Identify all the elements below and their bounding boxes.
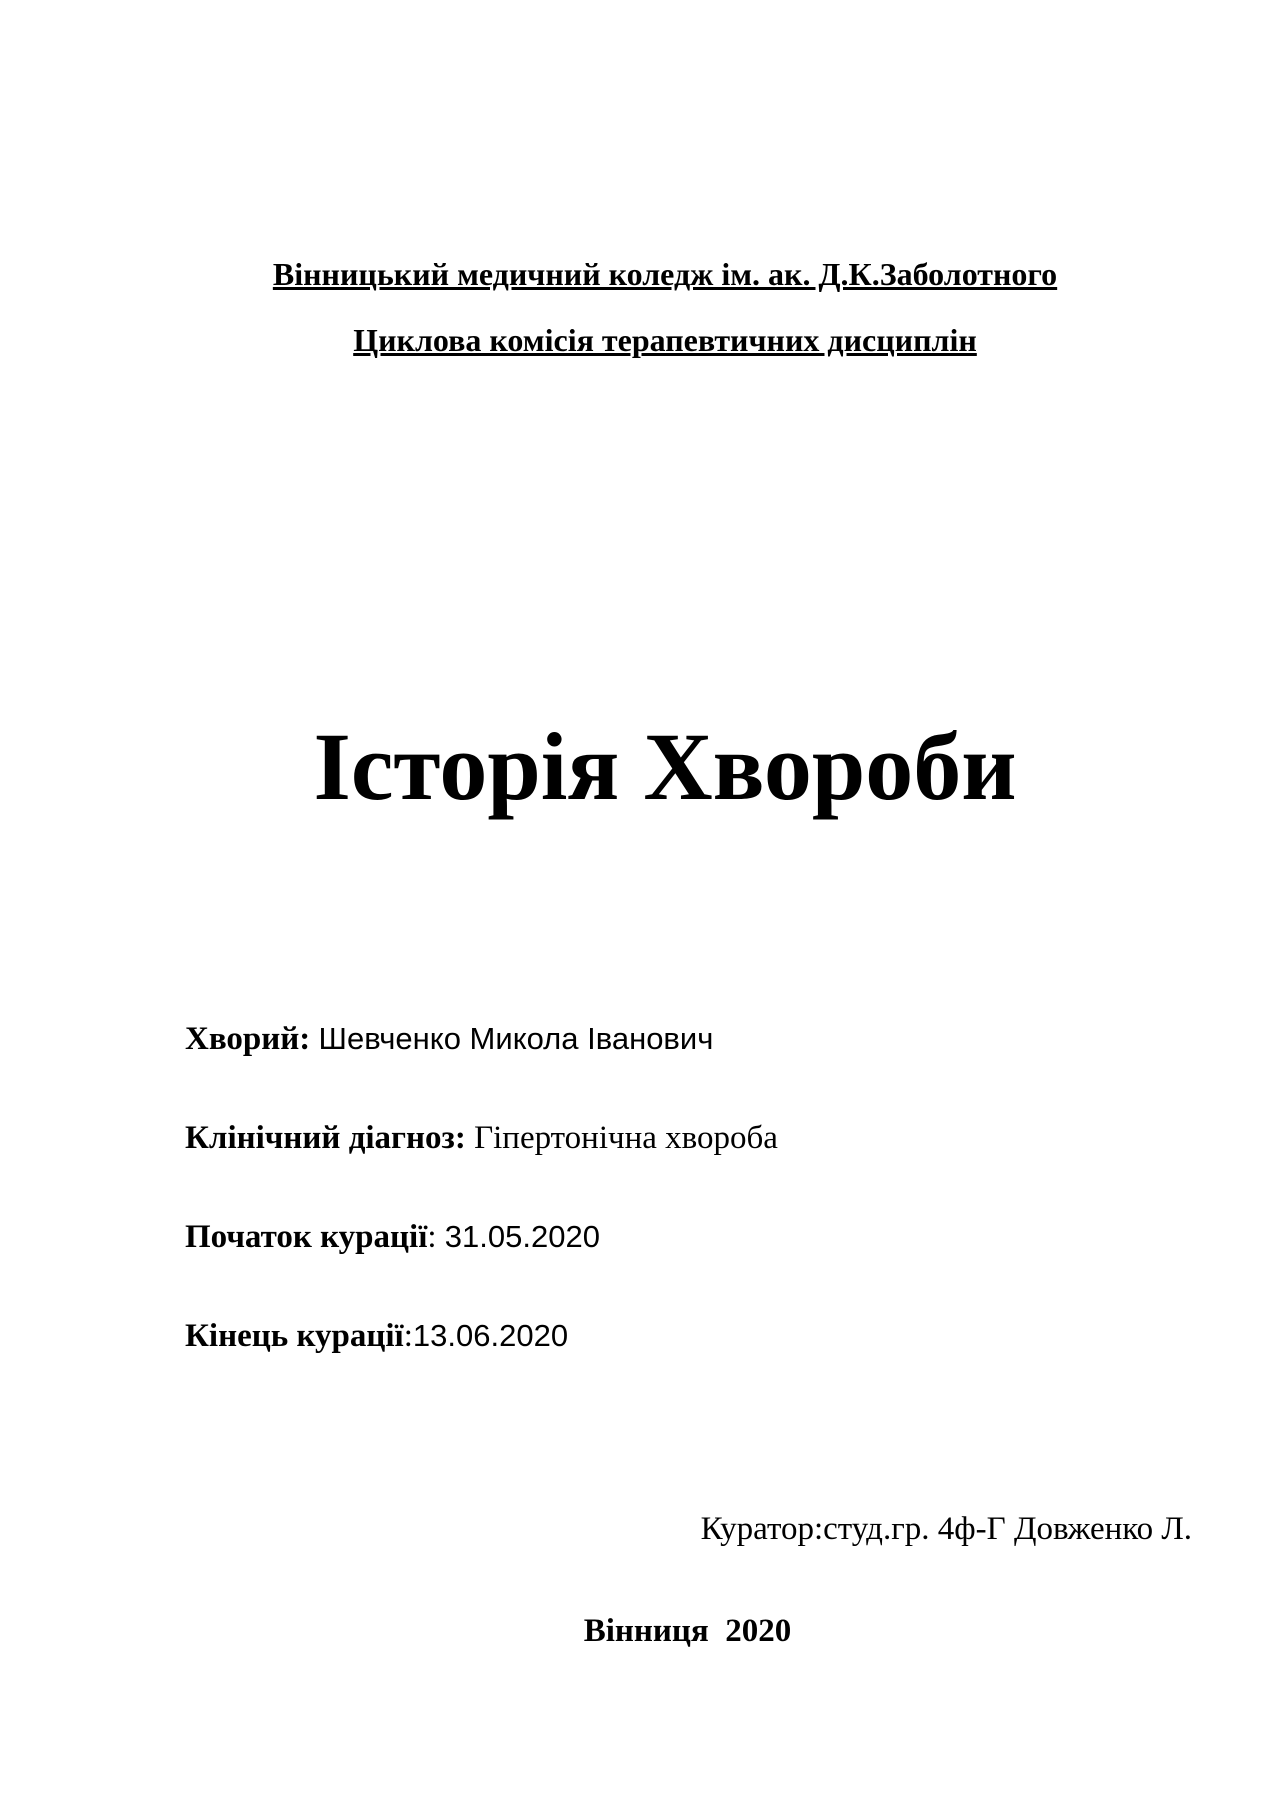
college-name: Вінницький медичний коледж ім. ак. Д.К.Заболотного xyxy=(272,256,1058,292)
curation-start-field xyxy=(185,1216,600,1258)
diagnosis-field xyxy=(185,1117,778,1159)
diagnosis-value: Гіпертонічна хвороба xyxy=(474,1120,778,1156)
curation-start-value: 31.05.2020 xyxy=(444,1219,600,1254)
curation-end-separator: : xyxy=(403,1318,413,1354)
curation-end-value: 13.06.2020 xyxy=(412,1318,569,1353)
footer-city-year: Вінниця 2020 xyxy=(583,1613,792,1649)
patient-field xyxy=(185,1018,713,1060)
curator-line: Куратор:студ.гр. 4ф-Г Довженко Л. xyxy=(700,1511,1192,1547)
commission-name: Циклова комісія терапевтичних дисциплін xyxy=(353,322,977,358)
patient-value: Шевченко Микола Іванович xyxy=(318,1021,714,1056)
curation-start-label: Початок курації xyxy=(185,1219,428,1255)
document-title: Історія Хвороби xyxy=(313,713,1017,820)
diagnosis-label: Клінічний діагноз: xyxy=(185,1120,466,1156)
patient-label: Хворий: xyxy=(185,1021,311,1057)
curation-end-label: Кінець курації xyxy=(185,1318,404,1354)
curation-start-separator: : xyxy=(427,1219,437,1255)
curation-end-field xyxy=(185,1315,568,1357)
